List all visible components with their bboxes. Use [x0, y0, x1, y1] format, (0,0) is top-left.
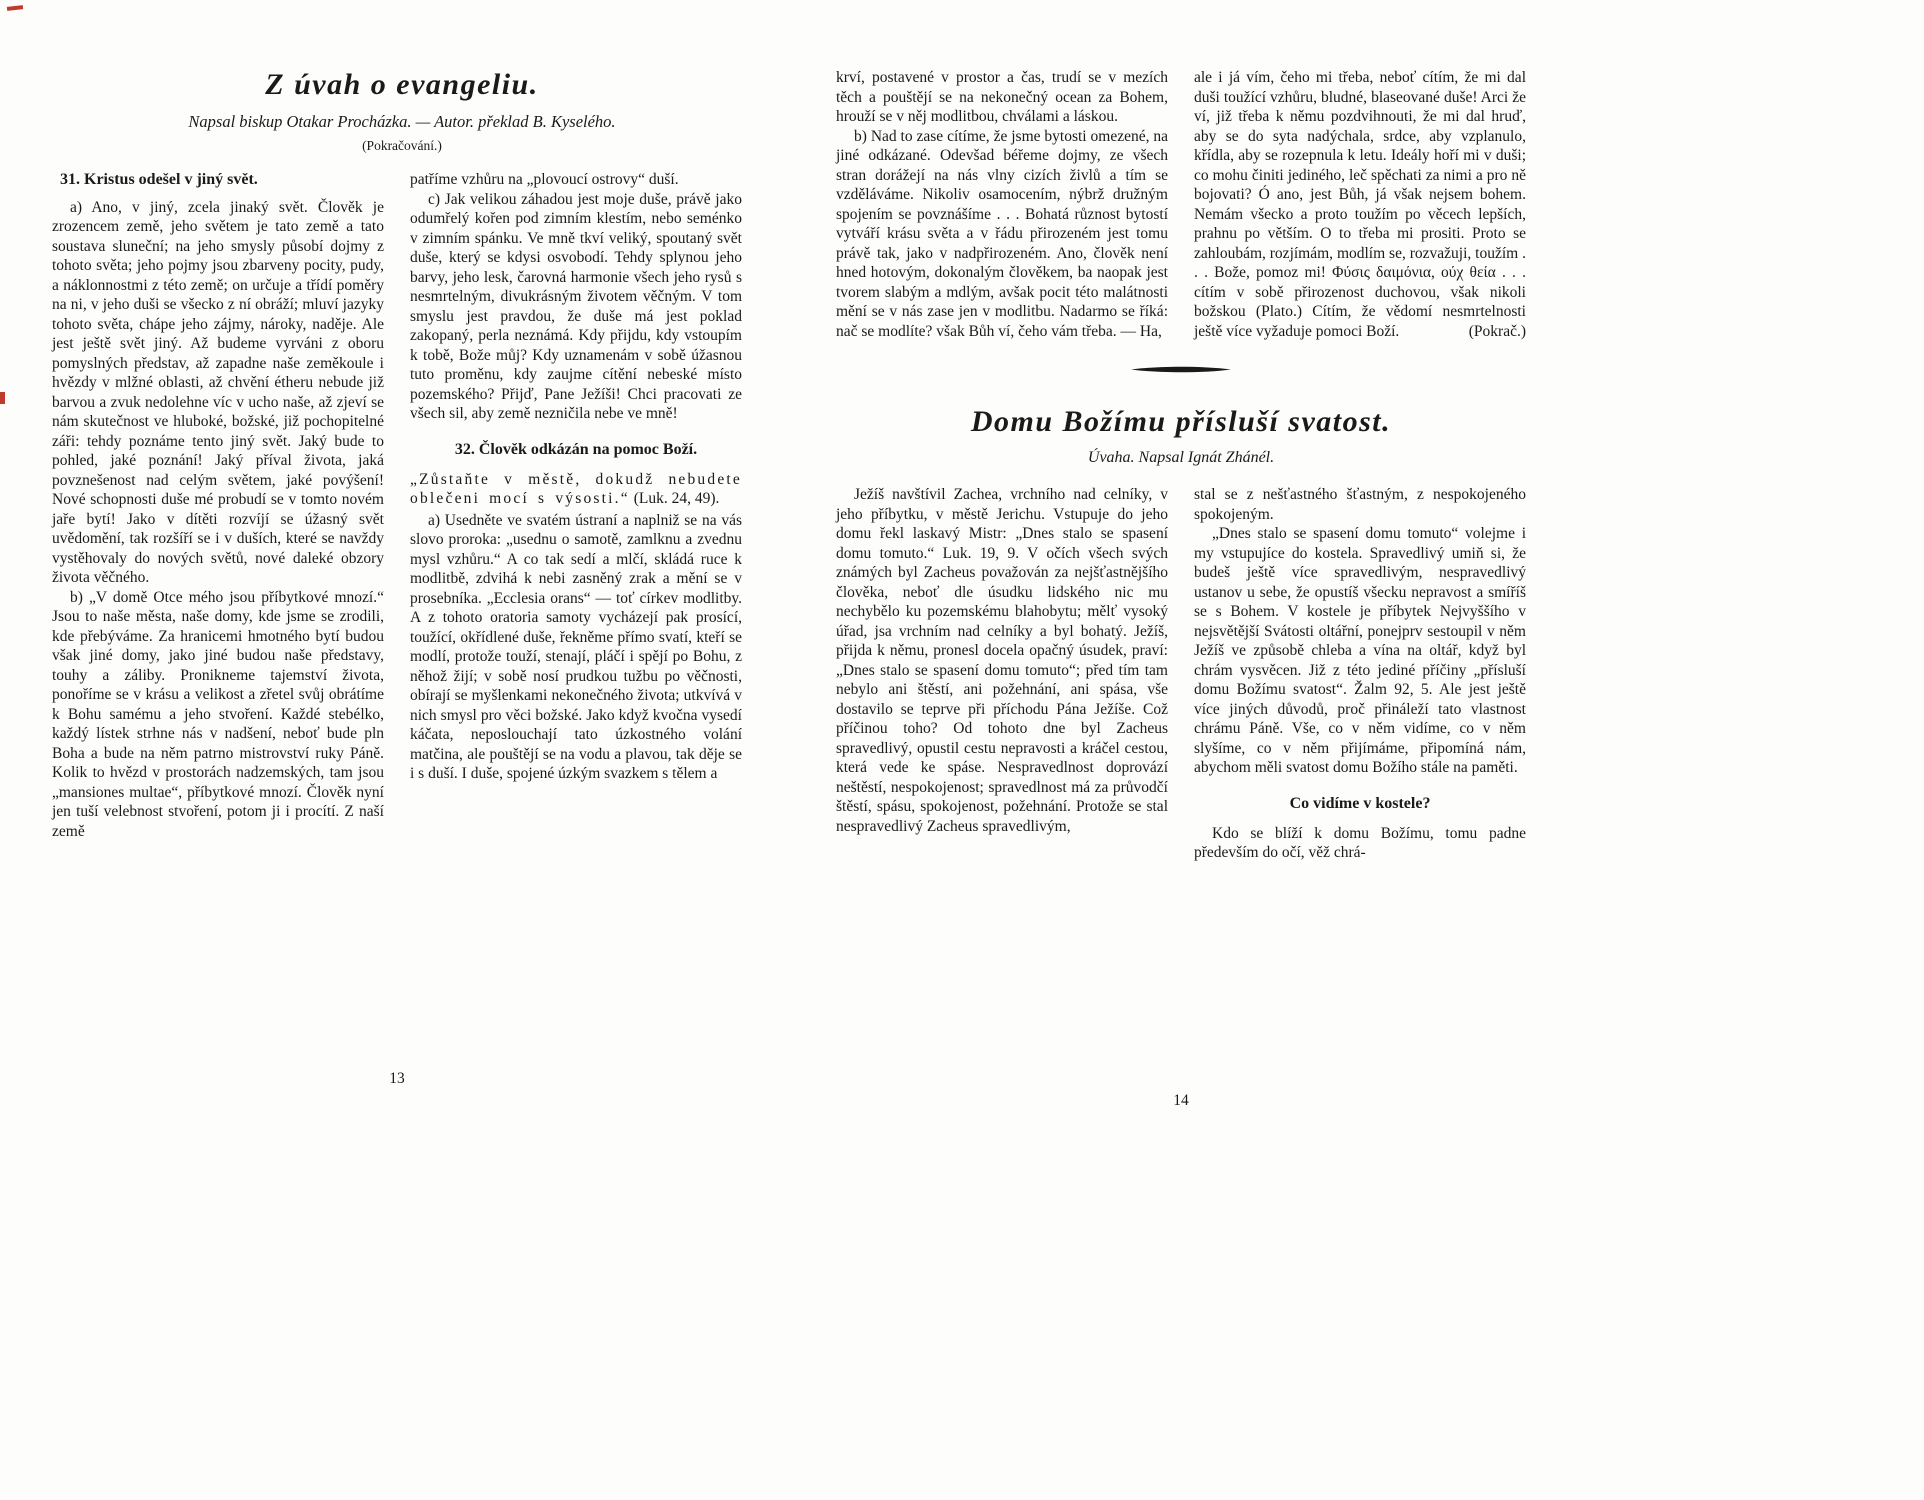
page13-column-2: [410, 170, 742, 841]
page13-columns: [52, 170, 752, 841]
continuation-mark: (Pokrač.): [1468, 322, 1526, 340]
page13-column-1: [52, 170, 384, 841]
section-31-heading: 31. Kristus odešel v jiný svět.: [60, 171, 258, 188]
page-number-13: 13: [389, 1070, 405, 1087]
paragraph: a) Ano, v jiný, zcela jinaký svět. Člověk je zrozencem země, jeho světem je tato země a tato soustava sluneční; na jeho smysly působí dojmy z tohoto světa; jeho pojmy jsou zbarveny pocity, pudy, a náklonnostmi z této země; on určuje a třídí poměry na ni, v jeho duši se všecko z ní obráží; mluví jazyky tohoto světa, chápe jeho zájmy, nároky, naděje. Ale jest ještě svět jiný. Až budeme vyrváni z oboru pomyslných představ, až zapadne naše zeměkoule i hvězdy v mlžné oblasti, až chvění étheru nebude již barvou a zvuk nedolehne víc v ucho naše, až zjeví se nám skutečnost ve hluboké, božské, již pochopitelné záři: tehdy poznáme tento jiný svět. Jaký bude to pohled, jaké poznání! Jaký příval života, jaká povznešenost nad celým světem, jaké povýšení! Nové schopnosti duše mé probudí se v tomto novém jaře bytí! Jako v dítěti rozvíjí se úžasný svět uvědomění, tak rozšíří se i v duších, které se navždy vystěhovaly do nových světů, nové daleké obzory života věčného.: [52, 198, 384, 586]
page-14: [836, 68, 1526, 863]
page14-article-column-1: [836, 485, 1168, 863]
section-divider: [836, 361, 1526, 379]
page14-article-column-2: [1194, 485, 1526, 863]
article1-title: Z úvah o evangeliu.: [265, 68, 539, 101]
paragraph: Kdo se blíží k domu Božímu, tomu padne především do očí, věž chrá-: [1194, 824, 1526, 861]
page-number-14: 14: [1173, 1092, 1189, 1109]
article1-continuation-note: (Pokračování.): [362, 138, 442, 153]
section-32-heading: 32. Člověk odkázán na pomoc Boží.: [454, 440, 698, 458]
paragraph: Ježíš navštívil Zachea, vrchního nad celníky, v jeho příbytku, v městě Jerichu. Vstupuje do jeho domu řekl laskavý Mistr: „Dnes stalo se spasení domu tomuto.“ Luk. 19, 9. V očích všech svých známých byl Zacheus považován za nejšťastnějšího člověka, neboť dle úsudku lidského nic mu nechybělo ku pozemskému blahobytu; mělť vysoký úřad, jsa vrchním nad celníky a byl bohatý. Ježíš, přijda k němu, pronesl docela opačný úsudek, praví: „Dnes stalo se spasení domu tomuto“; před tím tam nebylo ani štěstí, ani požehnání, ani spása, vše dostavilo se teprve při příchodu Pána Ježíše. Což příčinou toho? Od tohoto dne byl Zacheus spravedlivý, opustil cestu nepravosti a kráčel cestou, která vede ke spáse. Nespravedlnost doprovází neštěstí, nespokojenost; spravedlnost má za průvodčí štěstí, spásu, spokojenost, požehnání. Protože se stal nespravedlivý Zacheus spravedlivým,: [836, 486, 1168, 835]
paragraph: „Dnes stalo se spasení domu tomuto“ volejme i my vstupujíce do kostela. Spravedlivý umiň si, že budeš ještě více spravedlivým, nespravedlivý ustanov u sebe, že opustíš všecku nepravost a smíříš se s Bohem. V kostele je příbytek Nejvyššího v nejsvětější Svátosti oltářní, ponejprv sestoupil v něm Ježíš ve způsobě chleba a vína na oltář, když byl chrám vysvěcen. Již z této jediné příčiny „přísluší domu Božímu svatost“. Žalm 92, 5. Ale jest ještě více jiných důvodů, proč přináleží tato vlastnost chrámu Páně. Vše, co v něm vidíme, co v něm slyšíme, co v něm přijímáme, připomíná nám, abychom měli svatost domu Božího stále na paměti.: [1194, 525, 1526, 776]
page14-top-column-1: [836, 68, 1168, 341]
subsection-heading: Co vidíme v kostele?: [1289, 794, 1431, 812]
page14-top-columns: [836, 68, 1526, 341]
page14-top-column-2: [1194, 68, 1526, 341]
paragraph: b) Nad to zase cítíme, že jsme bytosti omezené, na jiné odkázané. Odevšad béřeme dojmy, ze všech stran dorážejí na nás vlny cizích živlů a tím se vzděláváme. Nikoliv osamocením, nýbrž družným spojením se povznášíme . . . Bohatá různost bytostí vytváří krásu světa a v řádu přirozeném jest tomu právě tak, jako v nadpřirozeném. Ano, člověk není hned hotovým, dokonalým člověkem, ba naopak jest tvorem slabým a mdlým, avšak pocit této malátnosti mění se v nás zase jen v modlitbu. Nadarmo se říká: nač se modlíte? však Bůh ví, čeho vám třeba. — Ha,: [836, 127, 1168, 340]
page14-article-columns: [836, 485, 1526, 863]
quote-reference: (Luk. 24, 49).: [633, 490, 720, 507]
quote-text: „Zůstaňte v městě, dokudž nebudete oblečeni mocí s výsosti.“: [410, 470, 742, 507]
paragraph-continuation: krví, postavené v prostor a čas, trudí se v mezích těch a pouštějí se na nekonečný ocean za Bohem, hrouží se v něj modlitbou, chválami a láskou.: [836, 69, 1168, 125]
paragraph-continuation: patříme vzhůru na „plovoucí ostrovy“ duší.: [410, 171, 679, 188]
red-scan-mark-top: [7, 5, 23, 11]
paragraph: b) „V domě Otce mého jsou příbytkové mnozí.“ Jsou to naše města, naše domy, kde jsme se zrodili, kde přebýváme. Za hranicemi hmotného bytí budou však jiné domy, jako jiné budou naše představy, touhy a záliby. Pronikneme tajemství života, ponoříme se v krásu a velikost a zřetel svůj obrátíme k Bohu samému a jeho stvoření. Každé stebélko, každý lístek strhne nás v nadšení, neboť bude pln Boha a bude na něm patrno mistrovství ruky Páně. Kolik to hvězd v prostorách nadzemských, tam jsou „mansiones multae“, příbytkové mnozí. Člověk nyní jen tuší velebnost stvoření, potom ji i procítí. Z naší země: [52, 588, 384, 840]
page-13: [52, 68, 752, 841]
paragraph-continuation: ale i já vím, čeho mi třeba, neboť cítím, že mi dal duši toužící vzhůru, bludné, blaseované duše! Arci že ví, již třeba k němu pozdvihnouti, že mi dal hruď, aby se do syta nadýchala, srdce, aby vzplanulo, křídla, aby se rozepnula k letu. Ideály hoří mi v duši; co mohu činiti jediného, leč spěchati za nimi a pro ně bojovati? Ó ano, jest Bůh, já však nejsem bohem. Nemám všecko a proto toužím po věcech lepších, prahnu po větším. O to třeba mi prositi. Proto se zahloubám, rozjímám, modlím se, rozvažuji, toužím . . . Bože, pomoz mi! Φύσις δαιμόνια, ούχ θεία . . . cítím v sobě přirozenost duchovou, však nikoli božskou (Plato.) Cítím, že vědomí nesmrtelnosti ještě více vyžaduje pomoci Boží.: [1194, 69, 1526, 340]
paragraph: c) Jak velikou záhadou jest moje duše, právě jako odumřelý kořen pod zimním klestím, nebo seménko v zimním spánku. Ve mně tkví veliký, spoutaný svět duše, který se kdysi osvobodí. Tehdy splynou jeho barvy, jeho lesk, čarovná harmonie všech jeho rysů s nesmrtelným, divukrásným životem věčným. V tom smyslu jest pravdou, že duše má jest poklad zakopaný, perla neznámá. Kdy přijdu, kdy vstoupím k tobě, Bože můj? Kdy uznamenám v sobě úžasnou tuto proměnu, kdy zaujme cítění nebeské místo pozemského? Přijď, Pane Ježíši! Chci pracovati ze všech sil, aby země nezničila nebe ve mně!: [410, 190, 742, 422]
paragraph-continuation: stal se z nešťastného šťastným, z nespokojeného spokojeným.: [1194, 486, 1526, 523]
article2-byline: Úvaha. Napsal Ignát Zhánél.: [1087, 449, 1275, 466]
paragraph: a) Usedněte ve svatém ústraní a naplniž se na vás slovo proroka: „usednu o samotě, zamlknu a zvednu mysl vzhůru.“ A co tak sedí a mlčí, skládá ruce k modlitbě, zdvihá k nebi zasněný zrak a mění se v prosebníka. „Ecclesia orans“ — toť církev modlitby. A z tohoto oratoria samoty vycházejí pak prosící, toužící, okřídlené duše, řekněme přímo svatí, kteří se modlí, protože touží, stenají, pláčí i spějí po Bohu, z něhož žijí; v sobě nosí prudkou tužbu po věčnosti, obírají se myšlenkami nekonečného života; utkvívá v nich smysl pro věci božské. Jako když kvočna vysedí káčata, neposlouchají tato úzkostného volání matčina, ale pouštějí se na vodu a plavou, tak děje se i s duší. I duše, spojené úzkým svazkem s tělem a: [410, 511, 742, 782]
article1-byline: Napsal biskup Otakar Procházka. — Autor. překlad B. Kyselého.: [188, 112, 616, 131]
article2-title: Domu Božímu přísluší svatost.: [970, 405, 1392, 438]
scripture-quote: [410, 470, 742, 509]
red-scan-mark-edge: [0, 392, 5, 404]
swelled-rule-icon: [1131, 365, 1231, 374]
